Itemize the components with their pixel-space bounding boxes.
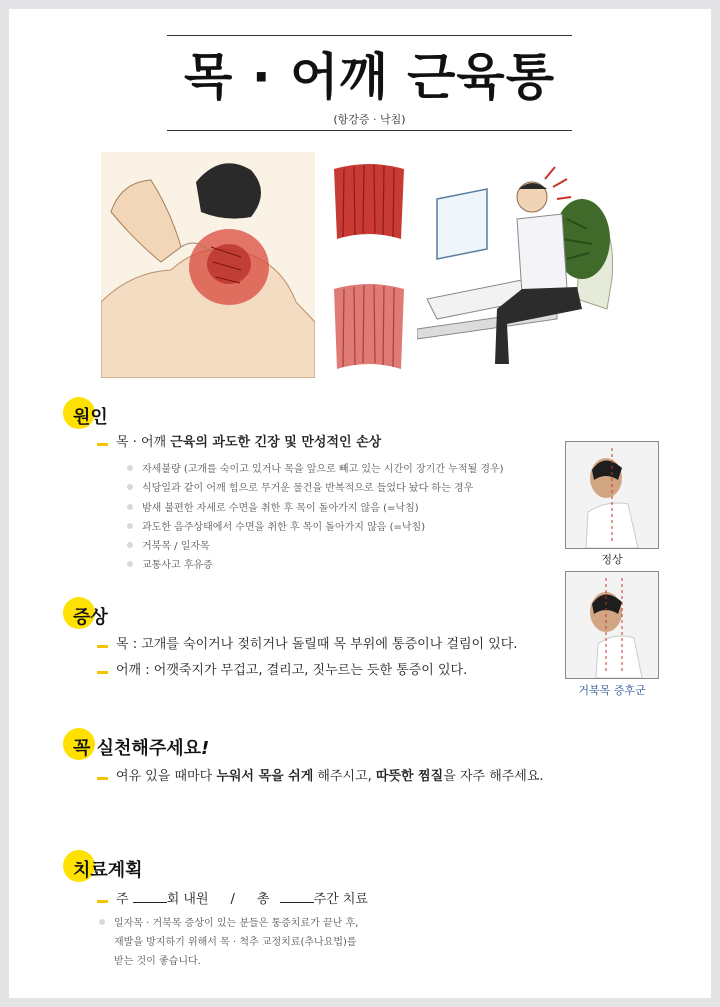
cause-heading-text: 원인 [73, 407, 108, 428]
cause-main-line [97, 431, 381, 450]
title-bottom-rule [167, 130, 572, 131]
plan-note-continued: 받는 것이 좋습니다. [114, 956, 201, 967]
turtle-neck-caption: 거북목 증후군 [578, 684, 646, 697]
plan-weeks-label: 주간 치료 [313, 892, 368, 907]
practice-bold-warm: 따뜻한 찜질 [375, 769, 444, 784]
practice-heading-main: 꼭 실천해주세요 [73, 738, 201, 759]
plan-note: 일자목 · 거북목 증상이 있는 분들은 통증치료가 끝난 후, [99, 914, 358, 929]
muscle-fiber-illustration [329, 159, 409, 379]
page [9, 9, 711, 998]
page-subtitle: (항강증 · 낙침) [333, 113, 406, 126]
symptom-line-shoulder [97, 659, 467, 678]
plan-heading-text: 치료계획 [73, 860, 143, 881]
practice-heading-mark: ! [200, 738, 210, 759]
plan-total-prefix: 총 [256, 892, 274, 907]
symptom-heading-text: 증상 [73, 607, 108, 628]
symptom-line-neck [97, 633, 517, 652]
practice-line [97, 765, 544, 784]
title-top-rule [167, 35, 572, 36]
symptom-heading [63, 597, 108, 631]
practice-part: 해주시고, [313, 769, 376, 784]
cause-bullet: 거북목 / 일자목 [127, 537, 210, 552]
cause-bullet: 과도한 음주상태에서 수면을 취한 후 목이 돌아가지 않음 (=낙침) [127, 518, 425, 533]
page-title: 목 · 어깨 근육통 [183, 48, 555, 106]
normal-posture-caption: 정상 [601, 553, 623, 566]
normal-posture-photo [565, 441, 659, 549]
practice-bold-rest: 누워서 목을 쉬게 [216, 769, 314, 784]
plan-note-continued: 재발을 방지하기 위해서 목 · 척추 교정치료(추나요법)를 [114, 937, 357, 948]
plan-heading [63, 850, 143, 884]
practice-heading-text [73, 734, 209, 760]
desk-posture-illustration [417, 159, 627, 379]
neck-pain-illustration [101, 152, 315, 378]
cause-bullet: 교통사고 후유증 [127, 556, 213, 571]
plan-schedule-line [97, 888, 368, 907]
plan-separator: / [230, 892, 235, 907]
weeks-blank[interactable] [280, 890, 314, 903]
plan-dash [97, 900, 108, 903]
practice-part: 을 자주 해주세요. [443, 769, 544, 784]
cause-main-bold: 근육의 과도한 긴장 및 만성적인 손상 [170, 435, 382, 450]
practice-heading [63, 728, 210, 762]
symptom-dash [97, 645, 108, 648]
cause-dash [97, 443, 108, 446]
cause-bullet: 밤새 불편한 자세로 수면을 취한 후 목이 돌아가지 않음 (=낙침) [127, 499, 419, 514]
turtle-neck-photo [565, 571, 659, 679]
practice-dash [97, 777, 108, 780]
symptom-neck-text: 목 : 고개를 숙이거나 젖히거나 돌릴때 목 부위에 통증이나 걸림이 있다. [116, 637, 518, 652]
cause-bullet: 자세불량 (고개를 숙이고 있거나 목을 앞으로 빼고 있는 시간이 장기간 누적될 경우) [127, 460, 504, 475]
cause-main-prefix: 목 · 어깨 [116, 435, 171, 450]
plan-week-prefix: 주 [116, 892, 133, 907]
plan-visits-label: 회 내원 [166, 892, 209, 907]
cause-bullet: 식당일과 같이 어깨 힘으로 무거운 물건을 반복적으로 들었다 놨다 하는 경우 [127, 479, 473, 494]
practice-part: 여유 있을 때마다 [116, 769, 217, 784]
cause-heading [63, 397, 108, 431]
visits-blank[interactable] [133, 890, 167, 903]
symptom-dash [97, 671, 108, 674]
symptom-shoulder-text: 어깨 : 어깻죽지가 무겁고, 결리고, 짓누르는 듯한 통증이 있다. [116, 663, 468, 678]
